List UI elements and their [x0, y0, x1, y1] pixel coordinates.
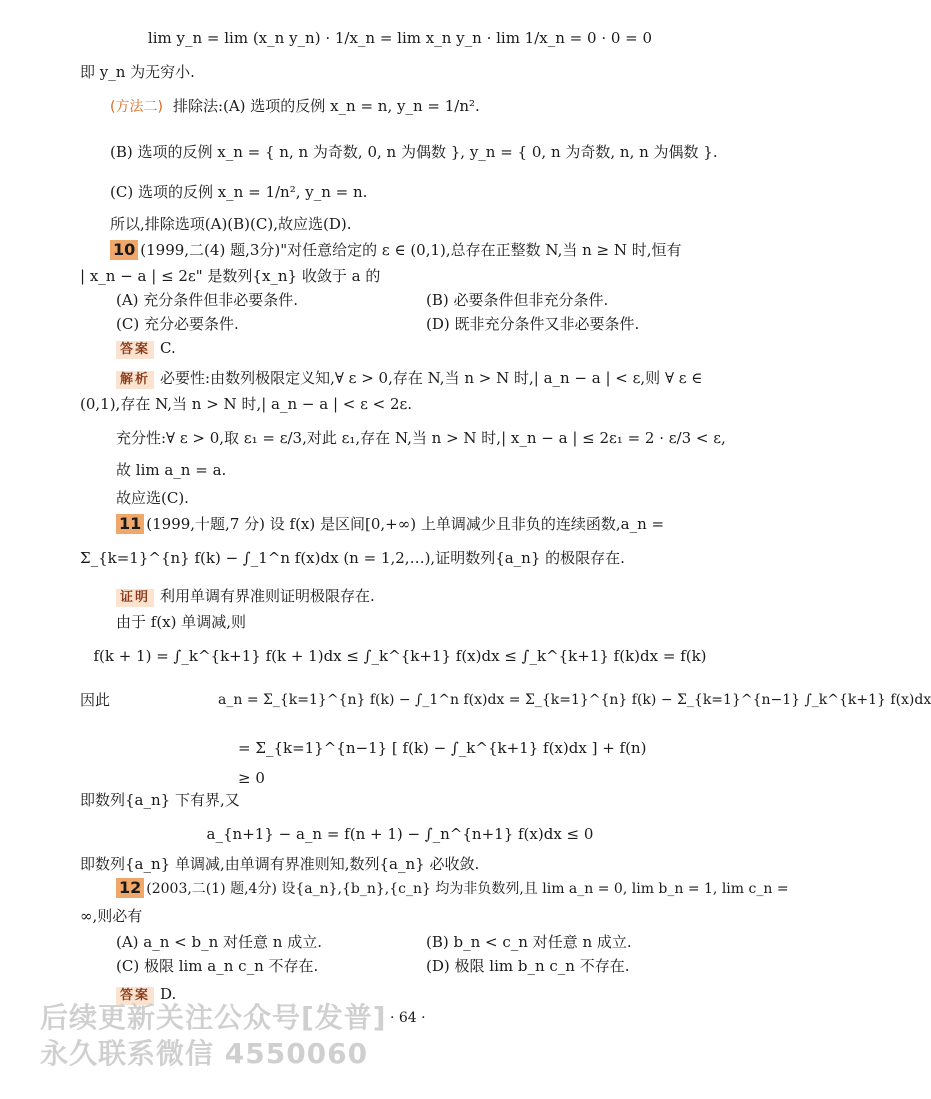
solution-line3: 充分性:∀ ε > 0,取 ε₁ = ε/3,对此 ε₁,存在 N,当 n > N 时,| x_n − a | ≤ 2ε₁ = 2 · ε/3 < ε,	[116, 429, 726, 447]
proof-equation-2: a_n = Σ_{k=1}^{n} f(k) − ∫_1^n f(x)dx = Σ_{k=1}^{n} f(k) − Σ_{k=1}^{n−1} ∫_k^{k+1} f(x)dx	[218, 692, 931, 708]
proof-equation-5: a_{n+1} − a_n = f(n + 1) − ∫_n^{n+1} f(x)dx ≤ 0	[206, 825, 594, 843]
question-10-text: (1999,二(4) 题,3分)"对任意给定的 ε ∈ (0,1),总存在正整数 N,当 n ≥ N 时,恒有	[140, 241, 682, 259]
proof-tag: 证明	[116, 589, 154, 607]
question-12-option-b: (B) b_n < c_n 对任意 n 成立.	[426, 933, 632, 951]
solution-line4: 故 lim a_n = a.	[116, 461, 227, 479]
question-12-option-a: (A) a_n < b_n 对任意 n 成立.	[116, 933, 323, 951]
question-11-line2: Σ_{k=1}^{n} f(k) − ∫_1^n f(x)dx (n = 1,2,…),证明数列{a_n} 的极限存在.	[80, 549, 625, 567]
option-c-counterexample: (C) 选项的反例 x_n = 1/n², y_n = n.	[110, 183, 368, 201]
method-two-line	[110, 96, 480, 117]
answer-12-value: D.	[160, 985, 177, 1003]
answer-10-value: C.	[160, 339, 176, 357]
watermark-line-1: 后续更新关注公众号[发普]	[40, 1001, 387, 1034]
answer-tag: 答案	[116, 341, 154, 359]
method-two-text: 排除法:(A) 选项的反例 x_n = n, y_n = 1/n².	[172, 97, 480, 115]
proof-text-1: 利用单调有界准则证明极限存在.	[160, 587, 375, 605]
solution-line5: 故应选(C).	[116, 489, 189, 507]
question-10-option-d: (D) 既非充分条件又非必要条件.	[426, 315, 640, 333]
option-b-counterexample: (B) 选项的反例 x_n = { n, n 为奇数, 0, n 为偶数 }, y_n = { 0, n 为奇数, n, n 为偶数 }.	[110, 143, 718, 161]
proof-line1	[116, 586, 375, 607]
question-12-text: (2003,二(1) 题,4分) 设{a_n},{b_n},{c_n} 均为非负数列,且 lim a_n = 0, lim b_n = 1, lim c_n =	[146, 881, 789, 897]
question-12-line2: ∞,则必有	[80, 907, 143, 925]
solution-line1	[116, 368, 702, 389]
proof-line3: 即数列{a_n} 下有界,又	[80, 791, 240, 809]
answer-12-tag: 答案	[116, 987, 154, 1005]
watermark-line-2: 永久联系微信 4550060	[40, 1037, 369, 1070]
solution-text-1: 必要性:由数列极限定义知,∀ ε > 0,存在 N,当 n > N 时,| a_n − a | < ε,则 ∀ ε ∈	[160, 369, 703, 387]
question-10-line1	[110, 240, 682, 260]
method-two-tag: (方法二)	[110, 99, 163, 115]
question-10-option-c: (C) 充分必要条件.	[116, 315, 239, 333]
proof-line4: 即数列{a_n} 单调减,由单调有界准则知,数列{a_n} 必收敛.	[80, 855, 480, 873]
solution-line2: (0,1),存在 N,当 n > N 时,| a_n − a | < ε < 2ε.	[80, 395, 413, 413]
question-10-number: 10	[110, 240, 138, 260]
question-10-option-b: (B) 必要条件但非充分条件.	[426, 291, 609, 309]
proof-equation-4: ≥ 0	[238, 769, 265, 787]
question-12-line1	[116, 878, 789, 899]
question-11-text: (1999,十题,7 分) 设 f(x) 是区间[0,+∞) 上单调减少且非负的连续函数,a_n =	[146, 515, 665, 533]
proof-equation-3: = Σ_{k=1}^{n−1} [ f(k) − ∫_k^{k+1} f(x)dx ] + f(n)	[238, 739, 647, 757]
proof-equation-1: f(k + 1) = ∫_k^{k+1} f(k + 1)dx ≤ ∫_k^{k+1} f(x)dx ≤ ∫_k^{k+1} f(k)dx = f(k)	[93, 647, 707, 665]
proof-line2: 由于 f(x) 单调减,则	[116, 613, 247, 631]
question-12-option-d: (D) 极限 lim b_n c_n 不存在.	[426, 957, 630, 975]
solution-tag: 解析	[116, 371, 154, 389]
answer-10	[116, 338, 176, 359]
question-11-number: 11	[116, 514, 144, 534]
question-11-line1	[116, 514, 664, 534]
proof-therefore: 因此	[80, 691, 111, 709]
question-12-option-c: (C) 极限 lim a_n c_n 不存在.	[116, 957, 319, 975]
question-10-line2: | x_n − a | ≤ 2ε" 是数列{x_n} 收敛于 a 的	[80, 267, 381, 285]
limit-equation: lim y_n = lim (x_n y_n) · 1/x_n = lim x_n y_n · lim 1/x_n = 0 · 0 = 0	[147, 29, 653, 47]
question-10-option-a: (A) 充分条件但非必要条件.	[116, 291, 299, 309]
conclusion-line: 即 y_n 为无穷小.	[80, 63, 195, 81]
question-12-number: 12	[116, 878, 144, 898]
exclusion-conclusion: 所以,排除选项(A)(B)(C),故应选(D).	[110, 215, 352, 233]
page-number: · 64 ·	[390, 1010, 426, 1026]
